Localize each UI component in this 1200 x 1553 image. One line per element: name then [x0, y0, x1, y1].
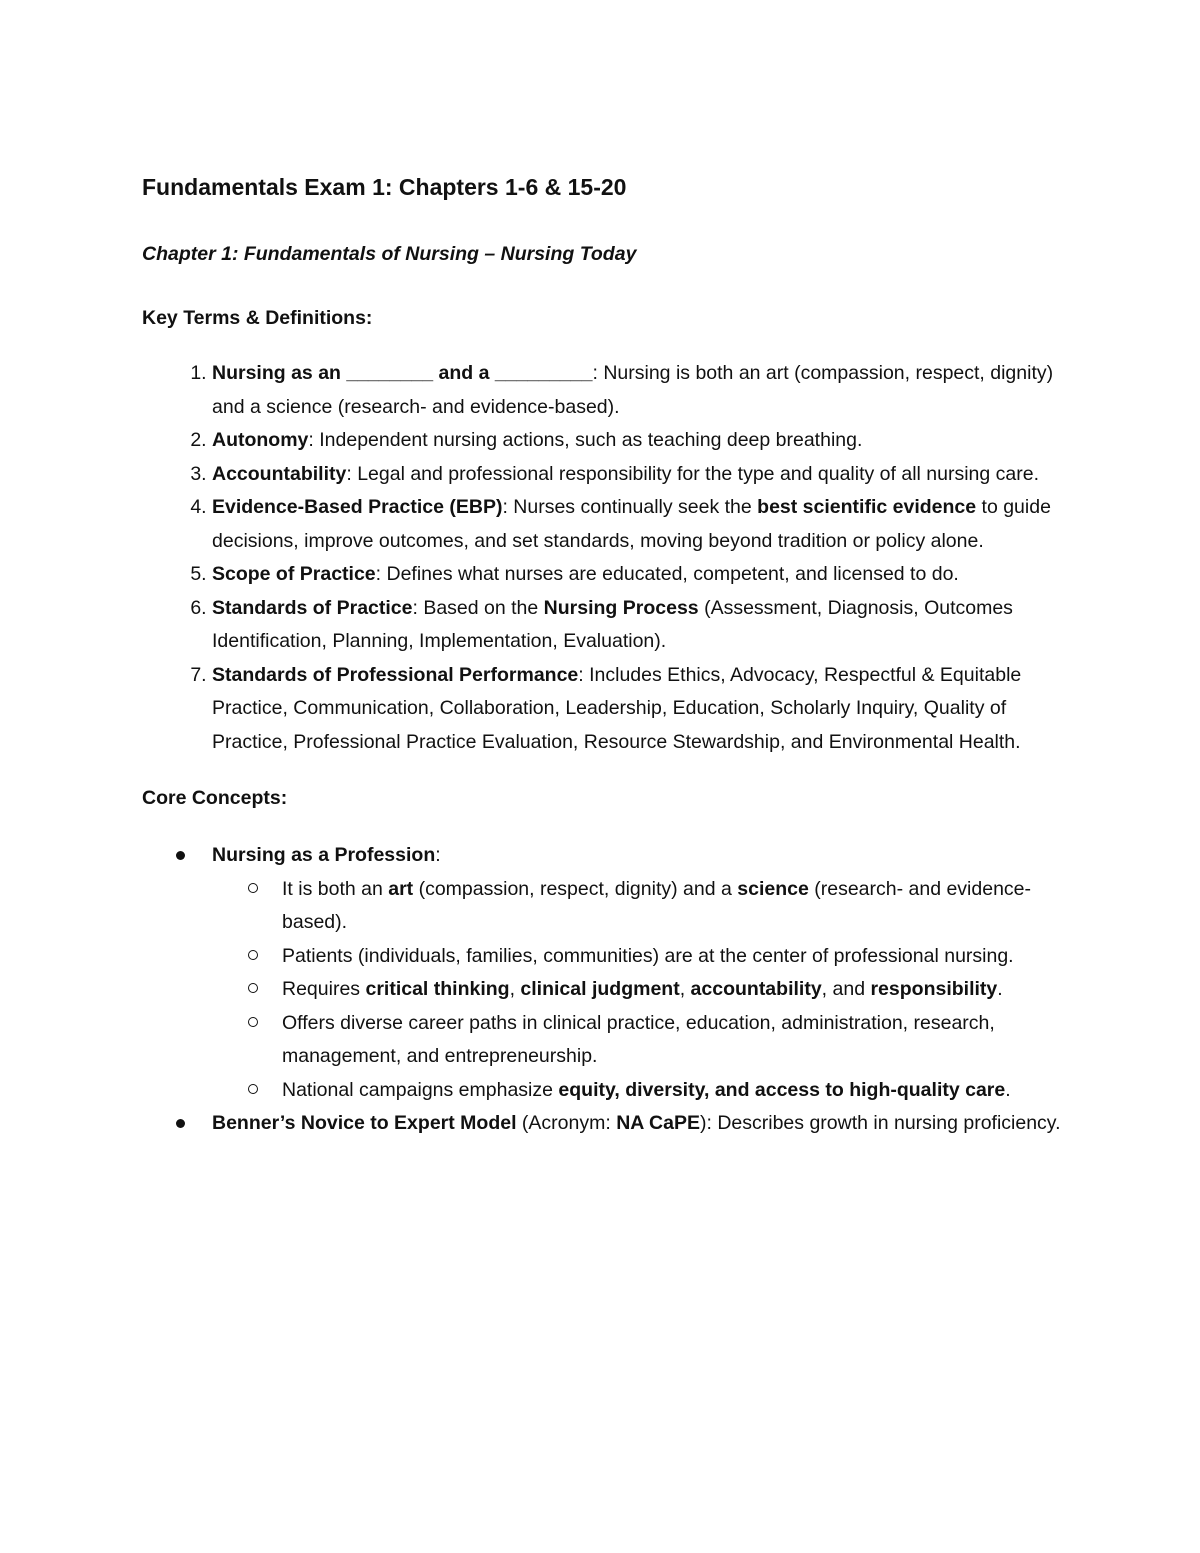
sub-text: National campaigns emphasize: [282, 1078, 559, 1101]
sub-text: Requires: [282, 978, 366, 1000]
term-definition: : Defines what nurses are educated, competent, and licensed to do.: [375, 563, 959, 585]
sub-emphasis: equity, diversity, and access to high-quality care: [558, 1078, 1006, 1101]
core-concepts-list: [142, 839, 1062, 1141]
circle-bullet-icon: [248, 883, 258, 893]
concept-label: Nursing as a Profession: [212, 844, 436, 866]
list-item: [212, 458, 1062, 492]
sub-emphasis: responsibility: [870, 978, 998, 1000]
sub-text: ,: [679, 978, 691, 1000]
term-definition: : Includes Ethics, Advocacy, Respectful & Equitable Practice, Communication, Collaboration, Leadership, Education, Scholarly Inquiry, Quality of Practice, Professional Practice Evaluation, Resource Stewardship, and Environmental Health.: [212, 663, 1022, 753]
term-label: Accountability: [212, 462, 347, 485]
concept-label: Benner’s Novice to Expert Model: [212, 1112, 517, 1134]
circle-bullet-icon: [248, 1017, 258, 1027]
list-item: [212, 424, 1062, 458]
sub-text: .: [997, 978, 1003, 1000]
sub-text: .: [1005, 1078, 1011, 1101]
sub-emphasis: accountability: [690, 978, 822, 1000]
document-title: Fundamentals Exam 1: Chapters 1-6 & 15-20: [142, 174, 627, 200]
sub-list-item: [282, 1074, 1062, 1108]
concept-acronym: NA CaPE: [616, 1112, 700, 1134]
concept-text: (Acronym:: [516, 1112, 617, 1134]
list-item: [212, 558, 1062, 592]
term-definition: : Based on the: [412, 596, 544, 619]
sub-emphasis: art: [388, 877, 414, 900]
term-emphasis: best scientific evidence: [757, 496, 977, 518]
sub-text: ,: [509, 978, 521, 1000]
key-terms-list: [142, 357, 1062, 759]
bullet-icon: [176, 1119, 185, 1128]
term-label: Scope of Practice: [212, 563, 376, 585]
sub-emphasis: clinical judgment: [520, 978, 680, 1000]
sub-text: , and: [821, 978, 871, 1000]
sub-list: [212, 873, 1062, 1108]
term-label: Evidence-Based Practice (EBP): [212, 496, 503, 518]
sub-text: Offers diverse career paths in clinical practice, education, administration, research, management, and entrepreneurship.: [282, 1011, 995, 1067]
list-item: [212, 357, 1062, 424]
term-definition: : Independent nursing actions, such as teaching deep breathing.: [308, 429, 863, 451]
document-page: [142, 170, 1062, 1141]
sub-emphasis: science: [737, 877, 809, 900]
term-definition: : Legal and professional responsibility for the type and quality of all nursing care.: [346, 462, 1040, 485]
key-terms-heading: Key Terms & Definitions:: [142, 307, 373, 329]
core-concepts-heading: Core Concepts:: [142, 787, 288, 809]
sub-list-item: [282, 940, 1062, 974]
chapter-title: Chapter 1: Fundamentals of Nursing – Nursing Today: [142, 243, 637, 265]
term-definition: to guide decisions, improve outcomes, and set standards, moving beyond tradition or policy alone.: [212, 496, 1051, 552]
sub-emphasis: critical thinking: [365, 978, 510, 1000]
concept-suffix: :: [435, 844, 441, 866]
list-item: [212, 592, 1062, 659]
term-definition: : Nursing is both an art (compassion, respect, dignity) and a science (research- and evidence-based).: [212, 362, 1054, 418]
sub-text: Patients (individuals, families, communities) are at the center of professional nursing.: [282, 944, 1014, 967]
sub-text: It is both an: [282, 877, 389, 900]
term-label: Nursing as an ________ and a _________: [212, 362, 593, 384]
list-item: [212, 491, 1062, 558]
term-definition: : Nurses continually seek the: [502, 496, 758, 518]
sub-list-item: [282, 873, 1062, 940]
list-item: [212, 1107, 1062, 1141]
sub-text: (research- and evidence-based).: [282, 877, 1032, 933]
term-label: Standards of Practice: [212, 596, 413, 619]
list-item: [212, 659, 1062, 760]
sub-text: (compassion, respect, dignity) and a: [413, 877, 738, 900]
circle-bullet-icon: [248, 1084, 258, 1094]
term-emphasis: Nursing Process: [543, 596, 699, 619]
concept-text: ): Describes growth in nursing proficiency.: [700, 1112, 1061, 1134]
circle-bullet-icon: [248, 950, 258, 960]
sub-list-item: [282, 1007, 1062, 1074]
term-label: Standards of Professional Performance: [212, 663, 579, 686]
list-item: [212, 839, 1062, 1107]
term-label: Autonomy: [212, 429, 309, 451]
sub-list-item: [282, 973, 1062, 1007]
circle-bullet-icon: [248, 983, 258, 993]
bullet-icon: [176, 851, 185, 860]
term-definition: (Assessment, Diagnosis, Outcomes Identification, Planning, Implementation, Evaluation).: [212, 596, 1013, 652]
